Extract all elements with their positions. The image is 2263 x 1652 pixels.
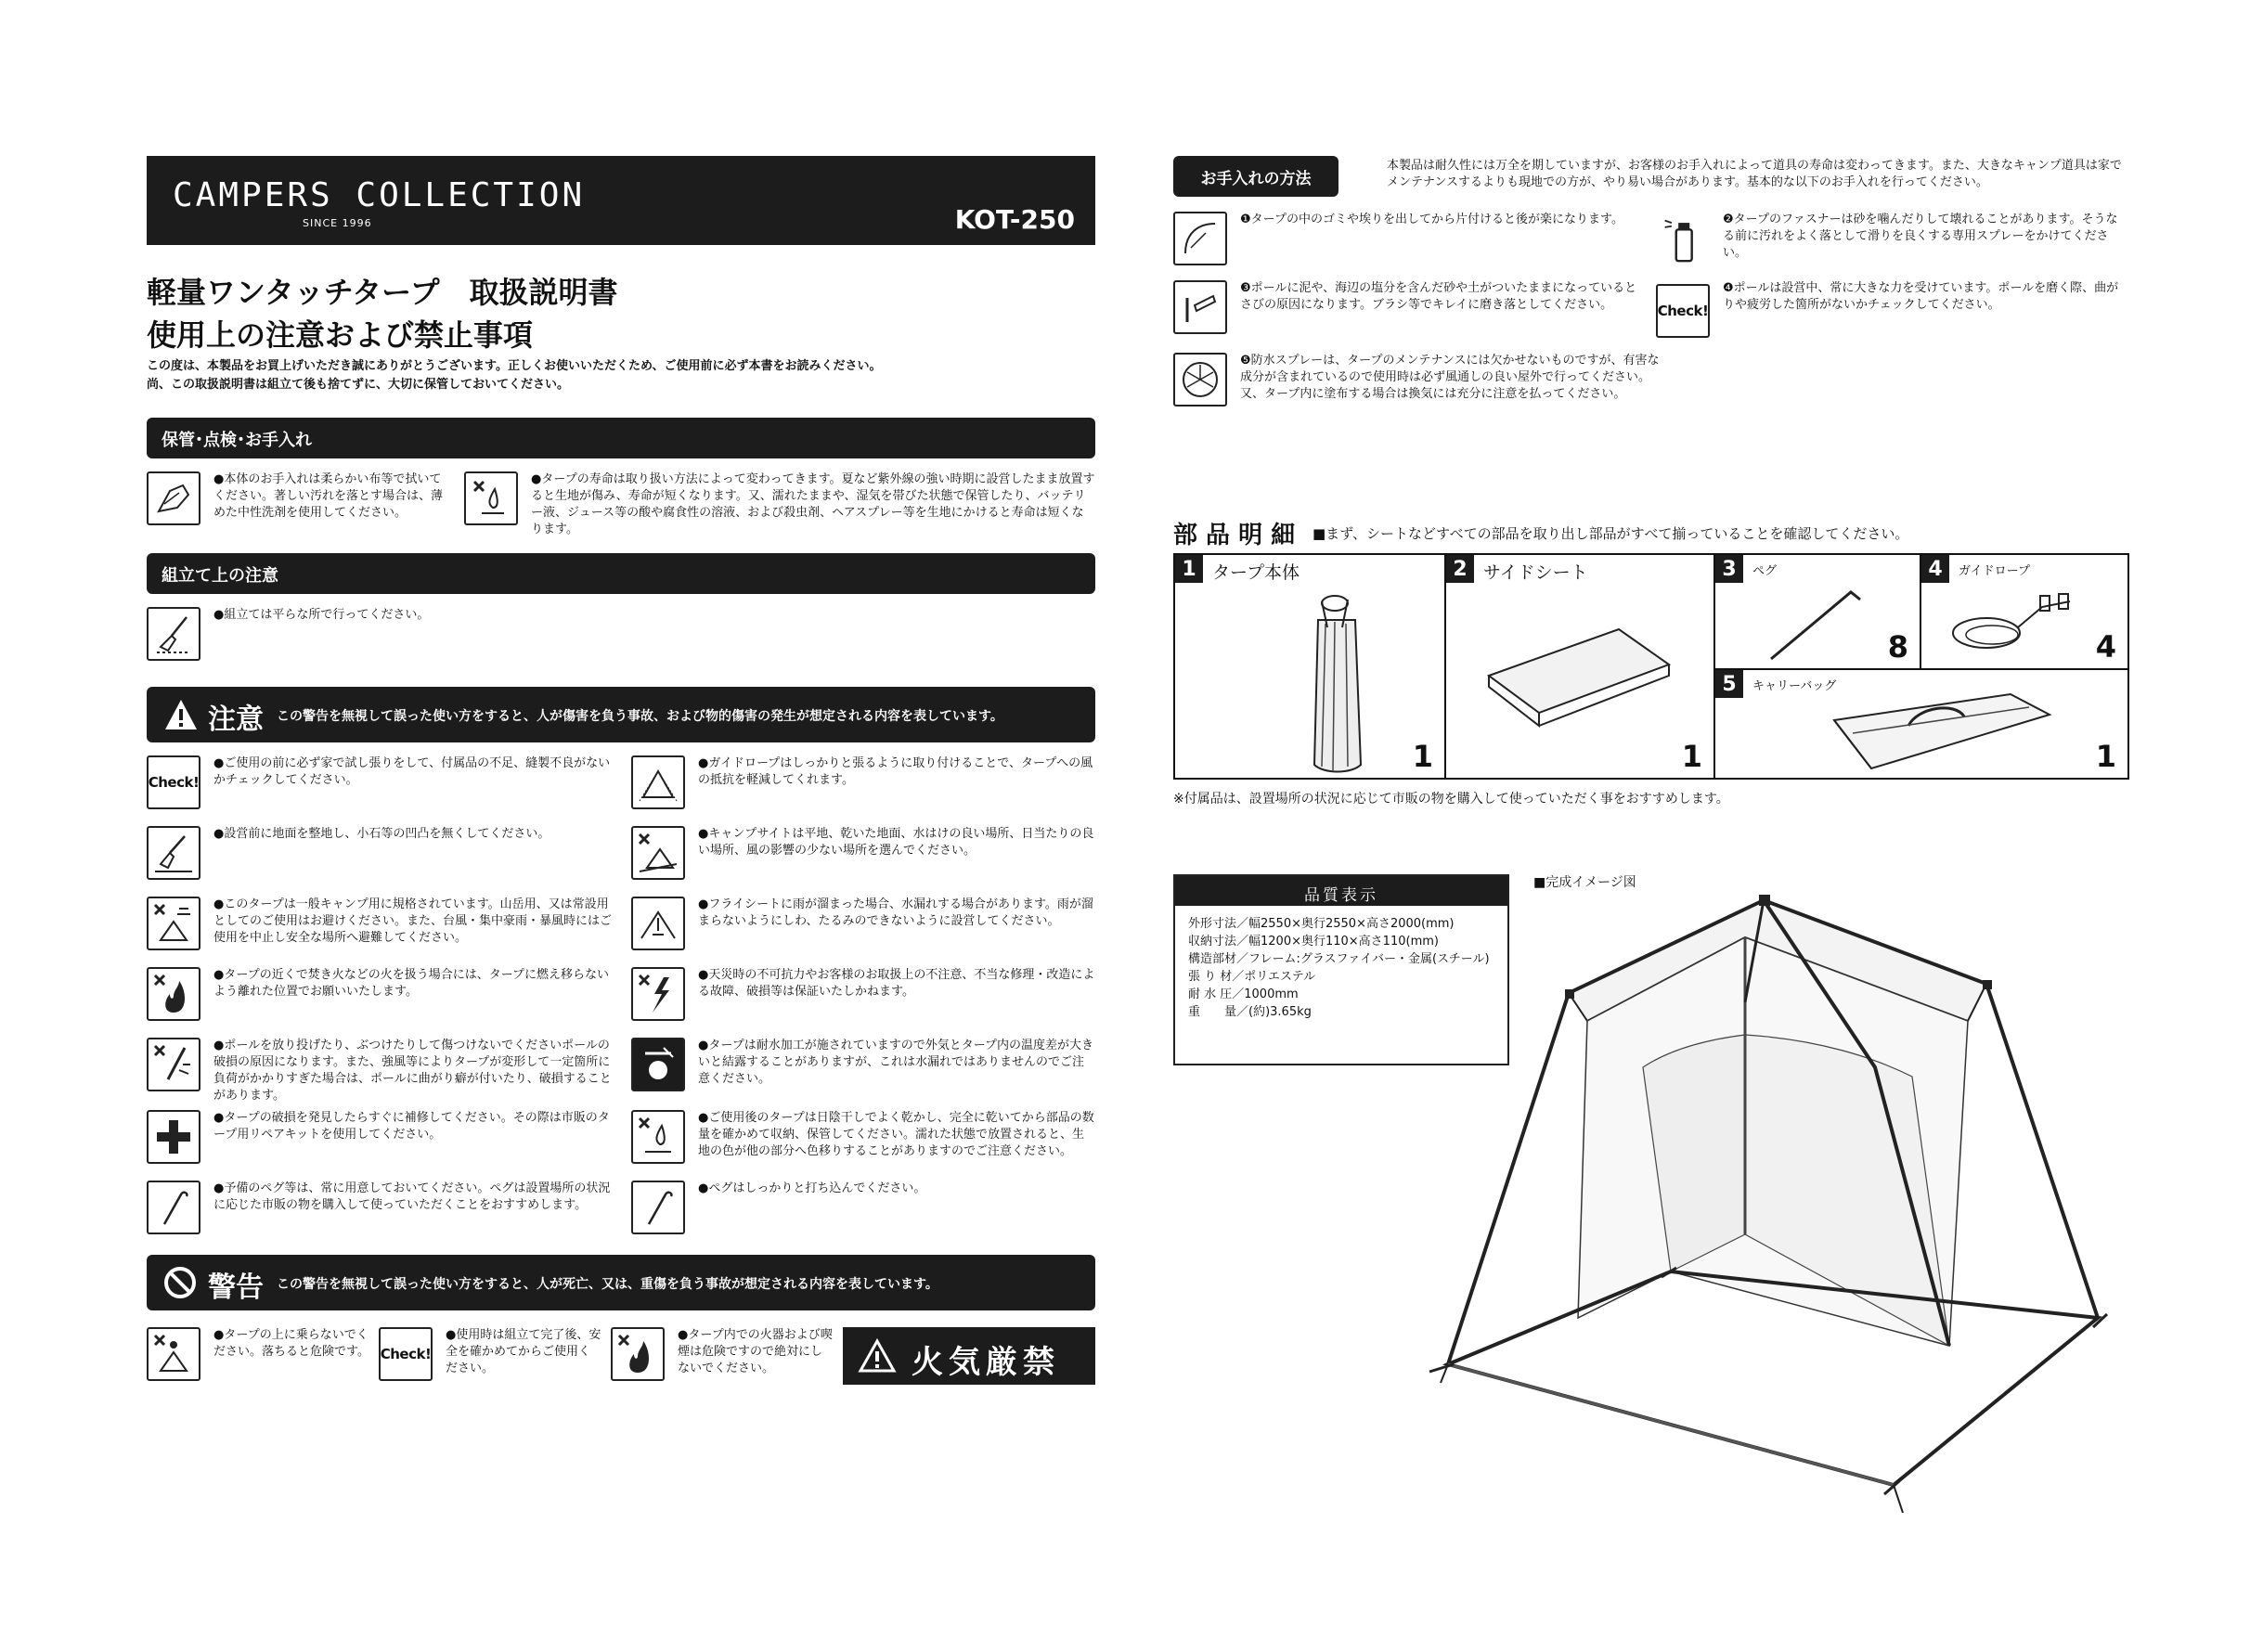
spec-row: 外形寸法／幅2550×奥行2550×高さ2000(mm) (1188, 917, 1455, 931)
parts-heading: 部 品 明 細 (1173, 522, 1296, 549)
parts-note: ■まず、シートなどすべての部品を取り出し部品がすべて揃っていることを確認してください。 (1313, 525, 1909, 542)
repair-cross-icon (147, 1110, 200, 1164)
caution-left-2: ●設営前に地面を整地し、小石等の凹凸を無くしてください。 (213, 827, 550, 841)
peg-icon (147, 1181, 200, 1234)
caution-right-7: ●ペグはしっかりと打ち込んでください。 (698, 1181, 926, 1195)
part-2-number: 2 (1446, 555, 1474, 583)
caution-right-1: ●ガイドロープはしっかりと張るように取り付けることで、タープへの風の抵抗を軽減してくれます。 (698, 756, 1093, 787)
check-icon (147, 755, 200, 809)
check-icon-3 (1656, 284, 1710, 338)
part-2-count: 1 (1681, 739, 1702, 774)
part-3-number: 3 (1715, 555, 1743, 583)
part-2-cell (1446, 555, 1715, 778)
caution-right-3: ●フライシートに雨が溜まった場合、水漏れする場合があります。雨が溜まらないようにしわ、たるみのできないように設営してください。 (698, 897, 1093, 928)
check-label: Check! (148, 774, 200, 791)
brand-name: CAMPERS COLLECTION (173, 176, 586, 214)
no-wet-storage-icon (631, 1110, 685, 1164)
caution-right-4: ●天災時の不可抗力やお客様のお取扱上の不注意、不当な修理・改造による故障、破損等は保証いたしかねます。 (698, 968, 1095, 999)
caution-left-1: ●ご使用の前に必ず家で試し張りをして、付属品の不足、縫製不良がないかチェックしてください。 (213, 756, 611, 787)
warning-item-3: ●タープ内での火器および喫煙は危険ですので絶対にしないでください。 (678, 1328, 833, 1375)
care-item-3: ❸ポールに泥や、海辺の塩分を含んだ砂や土がついたままになっているとさびの原因になります。ブラシ等でキレイに磨き落としてください。 (1240, 281, 1637, 312)
no-lightning-icon (631, 967, 685, 1021)
sweep-tent-icon (1173, 212, 1227, 265)
part-4-cell (1921, 555, 2127, 670)
care-item-4: ❹ポールは設営中、常に大きな力を受けています。ポールを磨く際、曲がりや疲労した箇所がないかチェックしてください。 (1723, 281, 2119, 312)
storage-heading: 保管･点検･お手入れ (162, 431, 312, 450)
part-4-count: 4 (2095, 629, 2116, 665)
warning-heading-bar (147, 1255, 1095, 1310)
part-4-name: ガイドロープ (1959, 564, 2030, 578)
assembly-heading-bar (147, 553, 1095, 594)
caution-heading-bar (147, 687, 1095, 742)
check-label-2: Check! (380, 1346, 432, 1362)
caution-heading: 注意 (208, 703, 264, 736)
broom-icon (147, 607, 200, 661)
parts-table (1173, 553, 2129, 780)
no-water-icon (464, 471, 518, 525)
part-5-name: キャリーバッグ (1752, 679, 1837, 693)
storage-item-1: ●本体のお手入れは柔らかい布等で拭いてください。著しい汚れを落とす場合は、薄めた中性洗剤を使用してください。 (213, 472, 444, 520)
spec-row: 耐 水 圧／1000mm (1188, 987, 1299, 1001)
spec-row: 収納寸法／幅1200×奥行110×高さ110(mm) (1188, 935, 1439, 949)
warning-heading: 警告 (208, 1271, 264, 1304)
care-item-1: ❶タープの中のゴミや埃りを出してから片付けると後が楽になります。 (1240, 213, 1623, 226)
no-storm-icon (147, 897, 200, 950)
care-heading: お手入れの方法 (1200, 170, 1312, 188)
part-1-cell (1175, 555, 1446, 778)
part-5-cell (1715, 670, 2127, 778)
ventilation-fan-icon (1173, 353, 1227, 407)
brush-pole-icon (1173, 280, 1227, 334)
folded-tarp-illustration (1305, 583, 1370, 778)
completed-image-caption: ■完成イメージ図 (1533, 875, 1636, 890)
assembled-tarp-illustration (1392, 882, 2116, 1513)
guy-rope-illustration (1940, 588, 2079, 663)
prohibited-icon (163, 1266, 197, 1299)
part-5-count: 1 (2095, 739, 2116, 774)
care-item-5: ❺防水スプレーは、タープのメンテナンスには欠かせないものですが、有害な成分が含まれているので使用時は必ず風通しの良い屋外で行ってください。又、タープ内に塗布する場合は換気には充分に注意を払ってください。 (1240, 354, 1660, 401)
page-title-line1: 軽量ワンタッチタープ 取扱説明書 (147, 275, 618, 310)
spec-row: 張 り 材／ポリエステル (1188, 970, 1316, 984)
storage-item-2: ●タープの寿命は取り扱い方法によって変わってきます。夏など紫外線の強い時期に設営したまま放置すると生地が傷み、寿命が短くなります。又、濡れたままや、湿気を帯びた状態で保管したり、バッテリー液、ジュース等の酸や腐食性の溶液、および殺虫剤、ヘアスプレー等を生地にかけると寿命は短くなります。 (531, 472, 1095, 536)
assembly-heading: 組立て上の注意 (162, 566, 278, 586)
warning-triangle-icon (163, 698, 199, 731)
part-1-name: タープ本体 (1212, 562, 1300, 583)
warning-subtitle: この警告を無視して誤った使い方をすると、人が死亡、又は、重傷を負う事故が想定される内容を表しています。 (277, 1277, 938, 1292)
peg-hammer-icon (631, 1181, 685, 1234)
spec-row: 構造部材／フレーム:グラスファイバー・金属(スチール) (1188, 952, 1490, 966)
spec-row: 重 量／(約)3.65kg (1188, 1005, 1312, 1019)
part-1-number: 1 (1175, 555, 1203, 583)
caution-right-2: ●キャンプサイトは平地、乾いた地面、水はけの良い場所、日当たりの良い場所、風の影響の少ない場所を選んでください。 (698, 827, 1094, 858)
caution-right-5: ●タープは耐水加工が施されていますので外気とタープ内の温度差が大きいと結露することがありますが、これは水漏れではありませんのでご注意ください。 (698, 1039, 1094, 1086)
caution-subtitle: この警告を無視して誤った使い方をすると、人が傷害を負う事故、および物的傷害の発生が想定される内容を表しています。 (277, 709, 1003, 724)
caution-left-3: ●このタープは一般キャンプ用に規格されています。山岳用、又は常設用としてのご使用はお避けください。また、台風・集中豪雨・暴風時にはご使用を中止し安全な場所へ避難してください。 (213, 897, 613, 945)
no-fire-icon (147, 967, 200, 1021)
part-3-count: 8 (1887, 629, 1908, 665)
check-label-3: Check! (1657, 303, 1709, 319)
guy-rope-icon (631, 755, 685, 809)
caution-left-5: ●ポールを放り投げたり、ぶつけたりして傷つけないでくださいポールの破損の原因になります。また、強風等によりタープが変形して一定箇所に負荷がかかりすぎた場合は、ポールに曲がり癖が付いたり、破損することがあります。 (213, 1039, 612, 1103)
storage-heading-bar (147, 418, 1095, 458)
caution-left-7: ●予備のペグ等は、常に用意しておいてください。ペグは設置場所の状況に応じた市販の物を購入して使っていただくことをおすすめします。 (213, 1181, 611, 1212)
intro-line2: 尚、この取扱説明書は組立て後も捨てずに、大切に保管しておいてください。 (147, 378, 570, 392)
assembly-item-1: ●組立ては平らな所で行ってください。 (213, 608, 430, 622)
condensation-icon (631, 1038, 685, 1091)
no-throw-pole-icon (147, 1038, 200, 1091)
fire-ban-text: 火気厳禁 (912, 1344, 1060, 1381)
care-intro: 本製品は耐久性には万全を期していますが、お客様のお手入れによって道具の寿命は変わってきます。また、大きなキャンプ道具は家でメンテナンスするよりも現地での方が、やり易い場合があります。基本的な以下のお手入れを行ってください。 (1387, 159, 2122, 189)
part-2-name: サイドシート (1483, 562, 1588, 583)
part-3-name: ペグ (1752, 564, 1778, 578)
fire-ban-triangle-icon (858, 1338, 897, 1374)
side-sheet-illustration (1480, 620, 1675, 750)
part-3-cell (1715, 555, 1921, 670)
no-fire-icon-2 (611, 1327, 665, 1381)
rain-pooling-icon (631, 897, 685, 950)
caution-right-6: ●ご使用後のタープは日陰干しでよく乾かし、完全に乾いてから部品の数量を確かめて収納、保管してください。濡れた状態で放置されると、生地の色が他の部分へ色移りすることがありますのでご注意ください。 (698, 1111, 1094, 1158)
hand-wipe-icon (147, 471, 200, 525)
care-heading-bar (1173, 156, 1338, 197)
level-ground-icon (147, 826, 200, 880)
care-item-2: ❷タープのファスナーは砂を噛んだりして壊れることがあります。そうなる前に汚れをよく落として滑りを良くする専用スプレーをかけてください。 (1723, 213, 2118, 260)
part-5-number: 5 (1715, 670, 1743, 698)
no-climb-icon (147, 1327, 200, 1381)
part-4-number: 4 (1921, 555, 1949, 583)
caution-left-4: ●タープの近くで焚き火などの火を扱う場合には、タープに燃え移らないよう離れた位置でお願いいたします。 (213, 968, 610, 999)
brand-since: SINCE 1996 (303, 217, 372, 229)
warning-item-2: ●使用時は組立て完了後、安全を確かめてからご使用ください。 (446, 1328, 601, 1375)
page-title-line2: 使用上の注意および禁止事項 (147, 317, 534, 353)
spec-heading: 品質表示 (1304, 886, 1378, 905)
intro-line1: この度は、本製品をお買上げいただき誠にありがとうございます。正しくお使いいただくため、ご使用前に必ず本書をお読みください。 (147, 359, 882, 373)
no-slope-icon (631, 826, 685, 880)
peg-illustration (1765, 581, 1868, 665)
fire-ban-sign (843, 1327, 1095, 1385)
check-icon-2 (379, 1327, 433, 1381)
warning-item-1: ●タープの上に乗らないでください。落ちると危険です。 (213, 1328, 369, 1359)
carry-bag-illustration (1825, 689, 2057, 774)
spray-icon (1656, 212, 1710, 265)
model-number: KOT-250 (954, 204, 1075, 235)
part-1-count: 1 (1412, 739, 1433, 774)
brand-header (147, 156, 1095, 245)
parts-footnote: ※付属品は、設置場所の状況に応じて市販の物を購入して使っていただく事をおすすめします。 (1173, 792, 1729, 807)
caution-left-6: ●タープの破損を発見したらすぐに補修してください。その際は市販のタープ用リペアキットを使用してください。 (213, 1111, 610, 1142)
